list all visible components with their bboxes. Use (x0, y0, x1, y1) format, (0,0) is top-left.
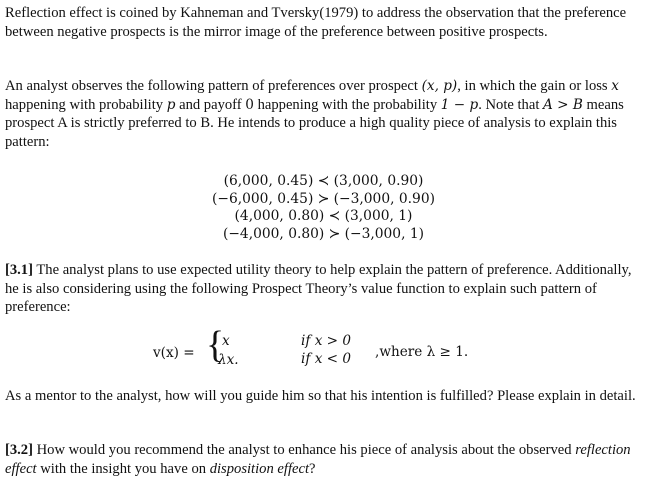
question-3-1-label: [3.1] (5, 262, 33, 278)
prospect-notation: (x, p) (421, 78, 458, 94)
variable-p: p (166, 96, 176, 113)
setup-text: An analyst observes the following pattern of preferences over prospect (5, 78, 422, 94)
case-1-condition: if x > 0 (301, 333, 352, 349)
lambda-condition: ,where λ ≥ 1. (375, 344, 469, 360)
preference-line-2: (−6,000, 0.45) ≻ (−3,000, 0.90) (212, 191, 435, 207)
variable-x: x (611, 78, 619, 94)
intro-paragraph: Reflection effect is coined by Kahneman and Tversky(1979) to address the observation that the preference between negative prospects is the mirror image of the preference between positive prospects. (5, 5, 627, 40)
value-function-lhs: v(x) = (153, 345, 195, 361)
setup-text: , in which the gain or loss (457, 78, 612, 94)
preference-line-3: (4,000, 0.80) ≺ (3,000, 1) (234, 208, 413, 224)
probability-complement: 1 − p (440, 96, 479, 113)
question-3-1 (5, 261, 641, 317)
case-2-expression: λx. (218, 352, 239, 368)
preference-line-1: (6,000, 0.45) ≺ (3,000, 0.90) (223, 173, 424, 189)
setup-text: means prospect A is strictly preferred to B. He intends to produce a high quality piece of analysis to explain this pattern: (5, 96, 624, 150)
preference-line-4: (−4,000, 0.80) ≻ (−3,000, 1) (222, 226, 425, 242)
preference-notation: A > B (543, 96, 583, 113)
left-brace: { (206, 324, 225, 366)
reflection-effect-term: reflection effect (5, 442, 631, 477)
question-3-2-text: How would you recommend the analyst to enhance his piece of analysis about the observed (32, 442, 576, 458)
setup-text: happening with probability (5, 96, 167, 113)
question-3-1-text: The analyst plans to use expected utility theory to help explain the pattern of preference. Additionally, he is also considering using the following Prospect Theory’s value function to explain such pattern of preference: (5, 262, 632, 315)
case-1-expression: x (222, 333, 230, 349)
setup-text: . Note that (478, 96, 544, 113)
setup-paragraph (5, 77, 641, 151)
case-2-condition: if x < 0 (301, 351, 352, 367)
payoff-zero: 0 (245, 96, 254, 113)
setup-text: happening with the probability (253, 96, 441, 113)
disposition-effect-term: disposition effect (209, 460, 310, 477)
question-3-2-label: [3.2] (5, 442, 33, 458)
question-3-2-text: with the insight you have on (36, 460, 210, 477)
question-3-2-text: ? (309, 460, 316, 477)
mentor-question: As a mentor to the analyst, how will you guide him so that his intention is fulfilled? Please explain in detail. (5, 388, 636, 404)
question-3-2 (5, 441, 641, 478)
setup-text: and payoff (175, 96, 246, 113)
